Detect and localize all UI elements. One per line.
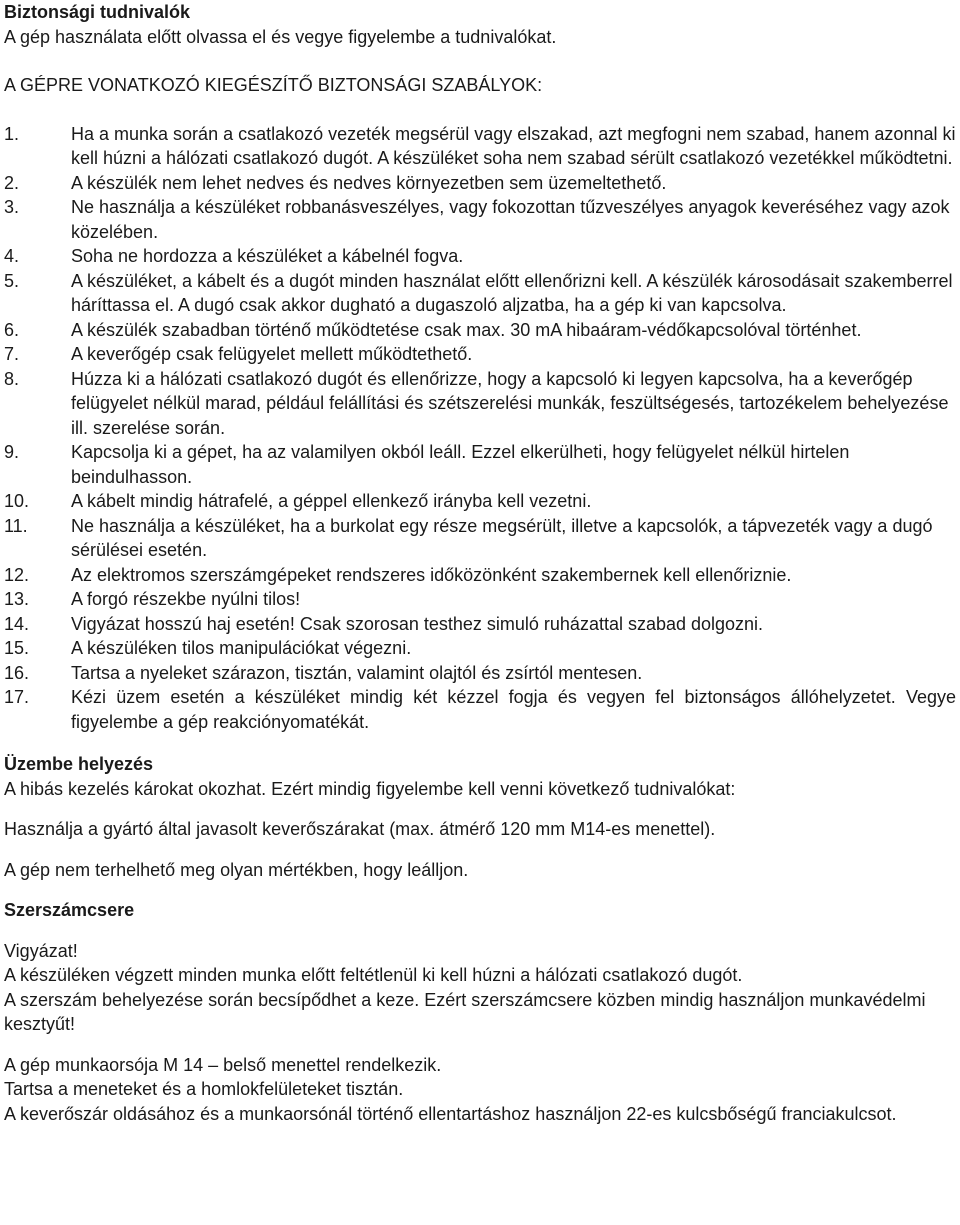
safety-rule-text: Húzza ki a hálózati csatlakozó dugót és ellenőrizze, hogy a kapcsoló ki legyen kapcsolva, ha a keverőgép felügyelet nélkül marad, például felállítási és szétszerelési munkák, feszültségesés, tartozékelem behelyezése ill. szerelése során. [71, 368, 949, 438]
safety-rule-number: 6. [4, 319, 20, 340]
tool-change-paragraph-3: A gép munkaorsója M 14 – belső menettel rendelkezik. [4, 1054, 442, 1075]
safety-rule [4, 367, 956, 441]
safety-rule-number: 14. [4, 613, 30, 634]
safety-rule-number: 4. [4, 246, 20, 266]
tool-change-paragraph-4: Tartsa a meneteket és a homlokfelületeket tisztán. [4, 1079, 404, 1099]
safety-rule-text: A forgó részekbe nyúlni tilos! [71, 589, 301, 609]
safety-rule [4, 269, 956, 318]
safety-rule-text: A készüléket, a kábelt és a dugót minden használat előtt ellenőrizni kell. A készülék károsodásait szakemberrel háríttassa el. A dugó csak akkor dugható a dugaszoló aljzatba, ha a gép ki van kapcsolva. [71, 270, 953, 315]
safety-rule [4, 563, 956, 588]
tool-change-heading: Szerszámcsere [4, 900, 135, 920]
safety-rule-text: Az elektromos szerszámgépeket rendszeres időközönként szakembernek kell ellenőriznie. [71, 564, 792, 585]
setup-heading: Üzembe helyezés [4, 754, 154, 774]
safety-rule-number: 5. [4, 270, 20, 291]
safety-rule-text: Vigyázat hosszú haj esetén! Csak szorosan testhez simuló ruházattal szabad dolgozni. [71, 613, 764, 634]
safety-rule-text: A készülék szabadban történő működtetése csak max. 30 mA hibaáram-védőkapcsolóval történhet. [71, 319, 862, 340]
safety-rule-number: 9. [4, 442, 20, 462]
setup-paragraph-2: Használja a gyártó által javasolt keverőszárakat (max. átmérő 120 mm M14-es menettel). [4, 819, 716, 839]
safety-rule-text: A készüléken tilos manipulációkat végezni. [71, 638, 412, 658]
rules-heading: A GÉPRE VONATKOZÓ KIEGÉSZÍTŐ BIZTONSÁGI SZABÁLYOK: [4, 75, 543, 95]
safety-rule [4, 195, 956, 244]
safety-rule [4, 440, 956, 489]
safety-rule-number: 8. [4, 368, 20, 389]
setup-paragraph-3: A gép nem terhelhető meg olyan mértékben, hogy leálljon. [4, 859, 469, 880]
setup-paragraph-1: A hibás kezelés károkat okozhat. Ezért mindig figyelembe kell venni következő tudnivalókat: [4, 778, 736, 799]
safety-rule [4, 318, 956, 343]
document [4, 0, 956, 1126]
safety-rule [4, 612, 956, 637]
safety-rule-text: Kézi üzem esetén a készüléket mindig két kézzel fogja és vegyen fel biztonságos állóhelyzetet. Vegye figyelembe a gép reakciónyomatékát. [71, 687, 956, 732]
safety-rule-number: 3. [4, 197, 20, 217]
safety-rule-number: 17. [4, 687, 30, 707]
safety-rule-number: 15. [4, 638, 30, 658]
safety-rule-text: Ne használja a készüléket robbanásveszélyes, vagy fokozottan tűzveszélyes anyagok keveréséhez vagy azok közelében. [71, 197, 950, 242]
tool-change-warning: Vigyázat! [4, 940, 78, 961]
safety-rule-text: Soha ne hordozza a készüléket a kábelnél fogva. [71, 246, 464, 266]
safety-rule-text: A készülék nem lehet nedves és nedves környezetben sem üzemeltethető. [71, 172, 667, 193]
safety-rule [4, 244, 956, 269]
safety-rule [4, 514, 956, 563]
safety-rule-text: A kábelt mindig hátrafelé, a géppel ellenkező irányba kell vezetni. [71, 491, 592, 511]
safety-rule [4, 171, 956, 196]
safety-rule-number: 7. [4, 344, 20, 364]
tool-change-paragraph-5: A keverőszár oldásához és a munkaorsónál történő ellentartáshoz használjon 22-es kulcsbőségű franciakulcsot. [4, 1103, 897, 1124]
safety-rule-number: 2. [4, 172, 20, 193]
safety-rule [4, 122, 956, 171]
safety-intro: A gép használata előtt olvassa el és vegye figyelembe a tudnivalókat. [4, 26, 557, 47]
safety-rule [4, 489, 956, 514]
safety-rule-text: Tartsa a nyeleket szárazon, tisztán, valamint olajtól és zsírtól mentesen. [71, 662, 643, 683]
safety-rule [4, 636, 956, 661]
safety-rule [4, 661, 956, 686]
safety-rule-number: 1. [4, 123, 20, 144]
safety-rule [4, 342, 956, 367]
safety-rule-number: 12. [4, 564, 30, 585]
safety-rule [4, 587, 956, 612]
safety-rule-text: A keverőgép csak felügyelet mellett működtethető. [71, 344, 473, 364]
safety-rule-number: 16. [4, 662, 30, 683]
safety-rule-number: 13. [4, 589, 30, 609]
safety-heading: Biztonsági tudnivalók [4, 2, 191, 22]
safety-rule [4, 685, 956, 734]
safety-rule-number: 10. [4, 491, 30, 511]
safety-rules-list [4, 122, 956, 735]
tool-change-paragraph-2: A szerszám behelyezése során becsípődhet a keze. Ezért szerszámcsere közben mindig használjon munkavédelmi kesztyűt! [4, 989, 926, 1034]
tool-change-paragraph-1: A készüléken végzett minden munka előtt feltétlenül ki kell húzni a hálózati csatlakozó dugót. [4, 965, 743, 985]
safety-rule-text: Ne használja a készüléket, ha a burkolat egy része megsérült, illetve a kapcsolók, a tápvezeték vagy a dugó sérülései esetén. [71, 515, 933, 560]
safety-rule-text: Kapcsolja ki a gépet, ha az valamilyen okból leáll. Ezzel elkerülheti, hogy felügyelet nélkül hirtelen beindulhasson. [71, 442, 850, 487]
safety-rule-number: 11. [4, 515, 28, 536]
safety-rule-text: Ha a munka során a csatlakozó vezeték megsérül vagy elszakad, azt megfogni nem szabad, hanem azonnal ki kell húzni a hálózati csatlakozó dugót. A készüléket soha nem szabad sérült csatlakozó vezetékkel működtetni. [71, 123, 956, 168]
